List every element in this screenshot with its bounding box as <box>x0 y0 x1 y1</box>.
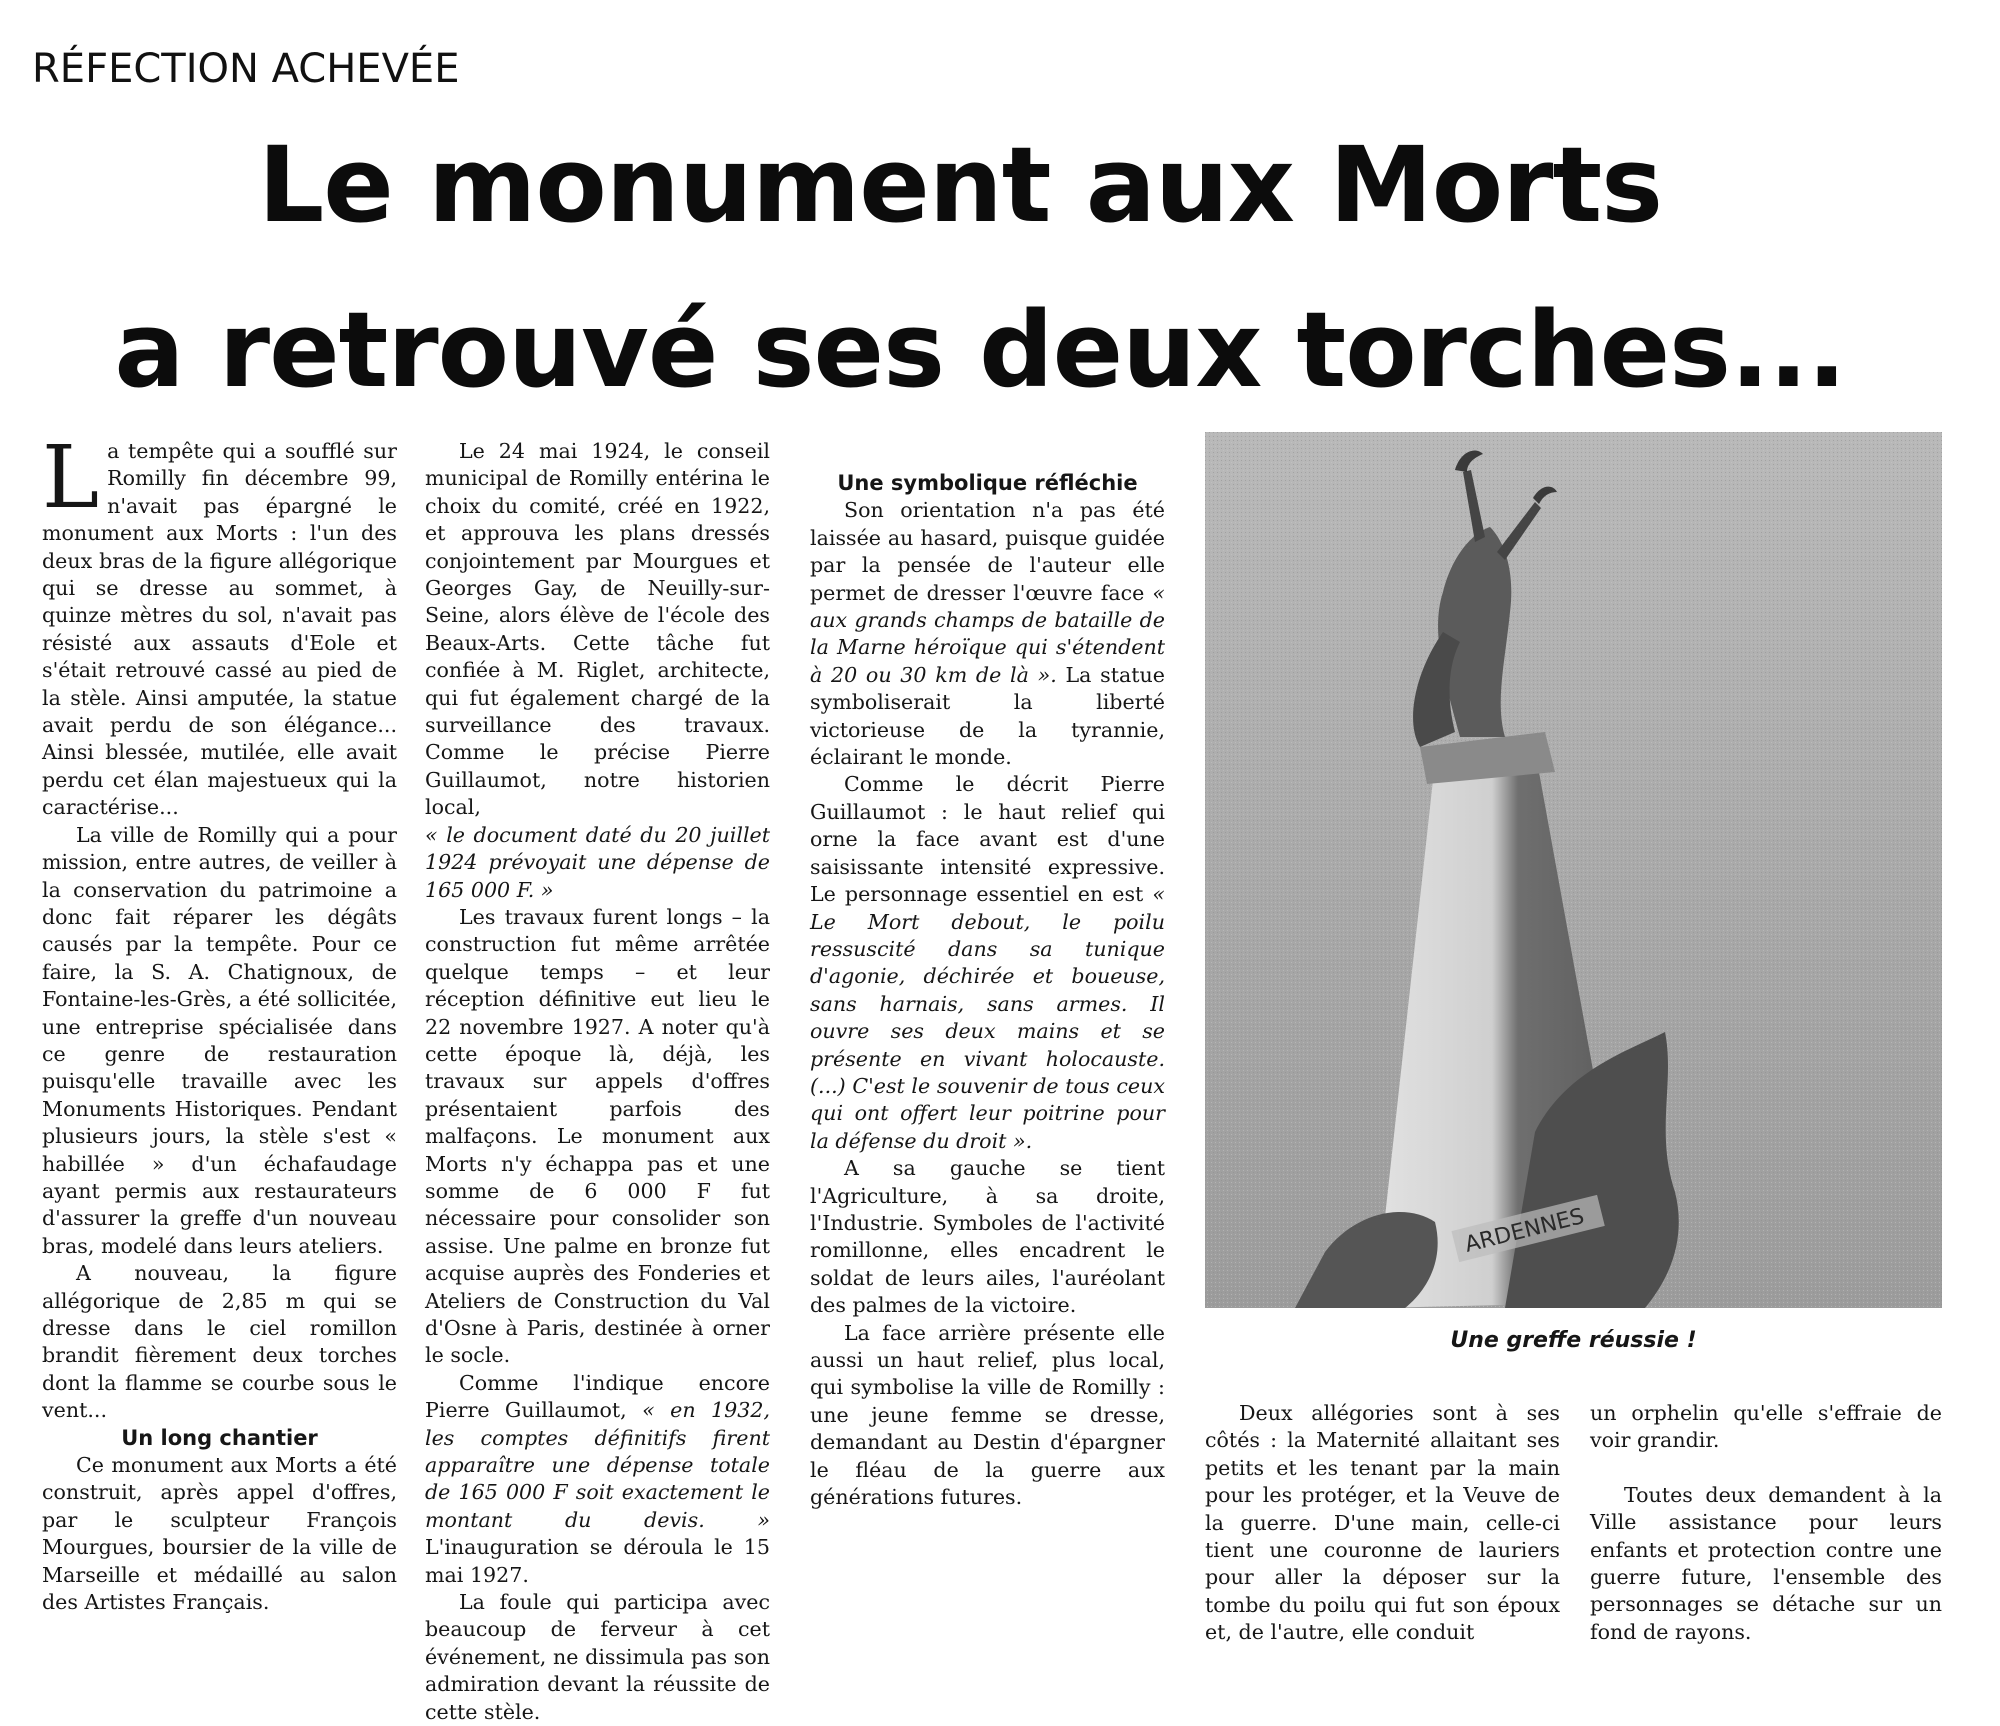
paragraph: Deux allégories sont à ses côtés : la Maternité allaitant ses petits et les tenant par la main pour les protéger, et la Veuve de la guerre. D'une main, celle-ci tient une couronne de lauriers pour aller la déposer sur la tombe du poilu qui fut son époux et, de l'autre, elle conduit <box>1205 1401 1560 1645</box>
paragraph: Le 24 mai 1924, le conseil municipal de Romilly entérina le choix du comité, créé en 1922, et approuva les plans dressés conjointement par Mourgues et Georges Gay, de Neuilly-sur-Seine, alors élève de l'école des Beaux-Arts. Cette tâche fut confiée à M. Riglet, architecte, qui fut également chargé de la surveillance des travaux. Comme le précise Pierre Guillaumot, notre historien local, <box>425 439 770 820</box>
article-column-1 <box>42 428 397 1616</box>
paragraph: Comme le décrit Pierre Guillaumot : le haut relief qui orne la face avant est d'une saisissante intensité expressive. Le personnage essentiel en est « Le Mort debout, le poilu ressuscité dans sa tunique d'agonie, déchirée et boueuse, sans harnais, sans armes. Il ouvre ses deux mains et se présente en vivant holocauste. (...) C'est le souvenir de tous ceux qui ont offert leur poitrine pour la défense du droit ». <box>810 772 1166 1153</box>
paragraph: A nouveau, la figure allégorique de 2,85 m qui se dresse dans le ciel romillon brandit fièrement deux torches dont la flamme se courbe sous le vent... <box>42 1261 397 1423</box>
article-column-4 <box>1205 1400 1560 1647</box>
photo-caption: Une greffe réussie ! <box>1450 1328 1697 1353</box>
quote: « le document daté du 20 juillet 1924 prévoyait une dépense de 165 000 F. » <box>425 822 770 902</box>
paragraph: La foule qui participa avec beaucoup de ferveur à cet événement, ne dissimula pas son admiration devant la réussite de cette stèle. <box>425 1590 770 1724</box>
paragraph: un orphelin qu'elle s'effraie de voir grandir. <box>1590 1401 1942 1453</box>
paragraph: Ce monument aux Morts a été construit, après appel d'offres, par le sculpteur François Mourgues, boursier de la ville de Marseille et médaillé au salon des Artistes Français. <box>42 1453 397 1615</box>
paragraph: Son orientation n'a pas été laissée au hasard, puisque guidée par la pensée de l'auteur elle permet de dresser l'œuvre face « aux grands champs de bataille de la Marne héroïque qui s'étendent à 20 ou 30 km de là ». La statue symboliserait la liberté victorieuse de la tyrannie, éclairant le monde. <box>810 498 1166 770</box>
kicker: RÉFECTION ACHEVÉE <box>32 46 460 92</box>
paragraph: A sa gauche se tient l'Agriculture, à sa droite, l'Industrie. Symboles de l'activité romillonne, elles encadrent le soldat de leurs ailes, l'auréolant des palmes de la victoire. <box>810 1156 1165 1318</box>
monument-illustration <box>1205 432 1942 1308</box>
paragraph: La ville de Romilly qui a pour mission, entre autres, de veiller à la conservation du patrimoine a donc fait réparer les dégâts causés par la tempête. Pour ce faire, la S. A. Chatignoux, de Fontaine-les-Grès, a été sollicitée, une entreprise spécialisée dans ce genre de restauration puisqu'elle travaille avec les Monuments Historiques. Pendant plusieurs jours, la stèle s'est « habillée » d'un échafaudage ayant permis aux restaurateurs d'assurer la greffe d'un nouveau bras, modelé dans leurs ateliers. <box>42 822 397 1258</box>
article-column-2 <box>425 438 770 1726</box>
headline-line-2: a retrouvé ses deux torches... <box>114 289 1846 411</box>
paragraph: La face arrière présente elle aussi un haut relief, plus local, qui symbolise la ville de Romilly : une jeune femme se dresse, demandant au Destin d'épargner le fléau de la guerre aux générations futures. <box>810 1320 1165 1510</box>
headline-line-1: Le monument aux Morts <box>257 124 1663 246</box>
photo-inscription: ARDENNES <box>1462 1204 1587 1258</box>
article-column-5 <box>1590 1400 1942 1646</box>
subheading: Un long chantier <box>121 1425 318 1450</box>
article-column-3 <box>810 470 1165 1511</box>
drop-cap: L <box>42 428 100 528</box>
subheading: Une symbolique réfléchie <box>837 471 1138 495</box>
paragraph: Toutes deux demandent à la Ville assistance pour leurs enfants et protection contre une guerre future, l'ensemble des personnages se détache sur un fond de rayons. <box>1590 1482 1942 1644</box>
monument-photo <box>1205 432 1942 1308</box>
paragraph: La tempête qui a soufflé sur Romilly fin décembre 99, n'avait pas épargné le monument aux Morts : l'un des deux bras de la figure allégorique qui se dresse au sommet, à quinze mètres du sol, n'avait pas résisté aux assauts d'Eole et s'était retrouvé cassé au pied de la stèle. Ainsi amputée, la statue avait perdu de son élégance... Ainsi blessée, mutilée, elle avait perdu cet élan majestueux qui la caractérise... <box>42 428 397 820</box>
paragraph: Comme l'indique encore Pierre Guillaumot, « en 1932, les comptes définitifs firent apparaître une dépense totale de 165 000 F soit exactement le montant du devis. » L'inauguration se déroula le 15 mai 1927. <box>425 1370 770 1587</box>
paragraph: Les travaux furent longs – la construction fut même arrêtée quelque temps – et leur réception définitive eut lieu le 22 novembre 1927. A noter qu'à cette époque là, déjà, les travaux sur appels d'offres présentaient parfois des malfaçons. Le monument aux Morts n'y échappa pas et une somme de 6 000 F fut nécessaire pour consolider son assise. Une palme en bronze fut acquise auprès des Fonderies et Ateliers de Construction du Val d'Osne à Paris, destinée à orner le socle. <box>425 904 770 1368</box>
